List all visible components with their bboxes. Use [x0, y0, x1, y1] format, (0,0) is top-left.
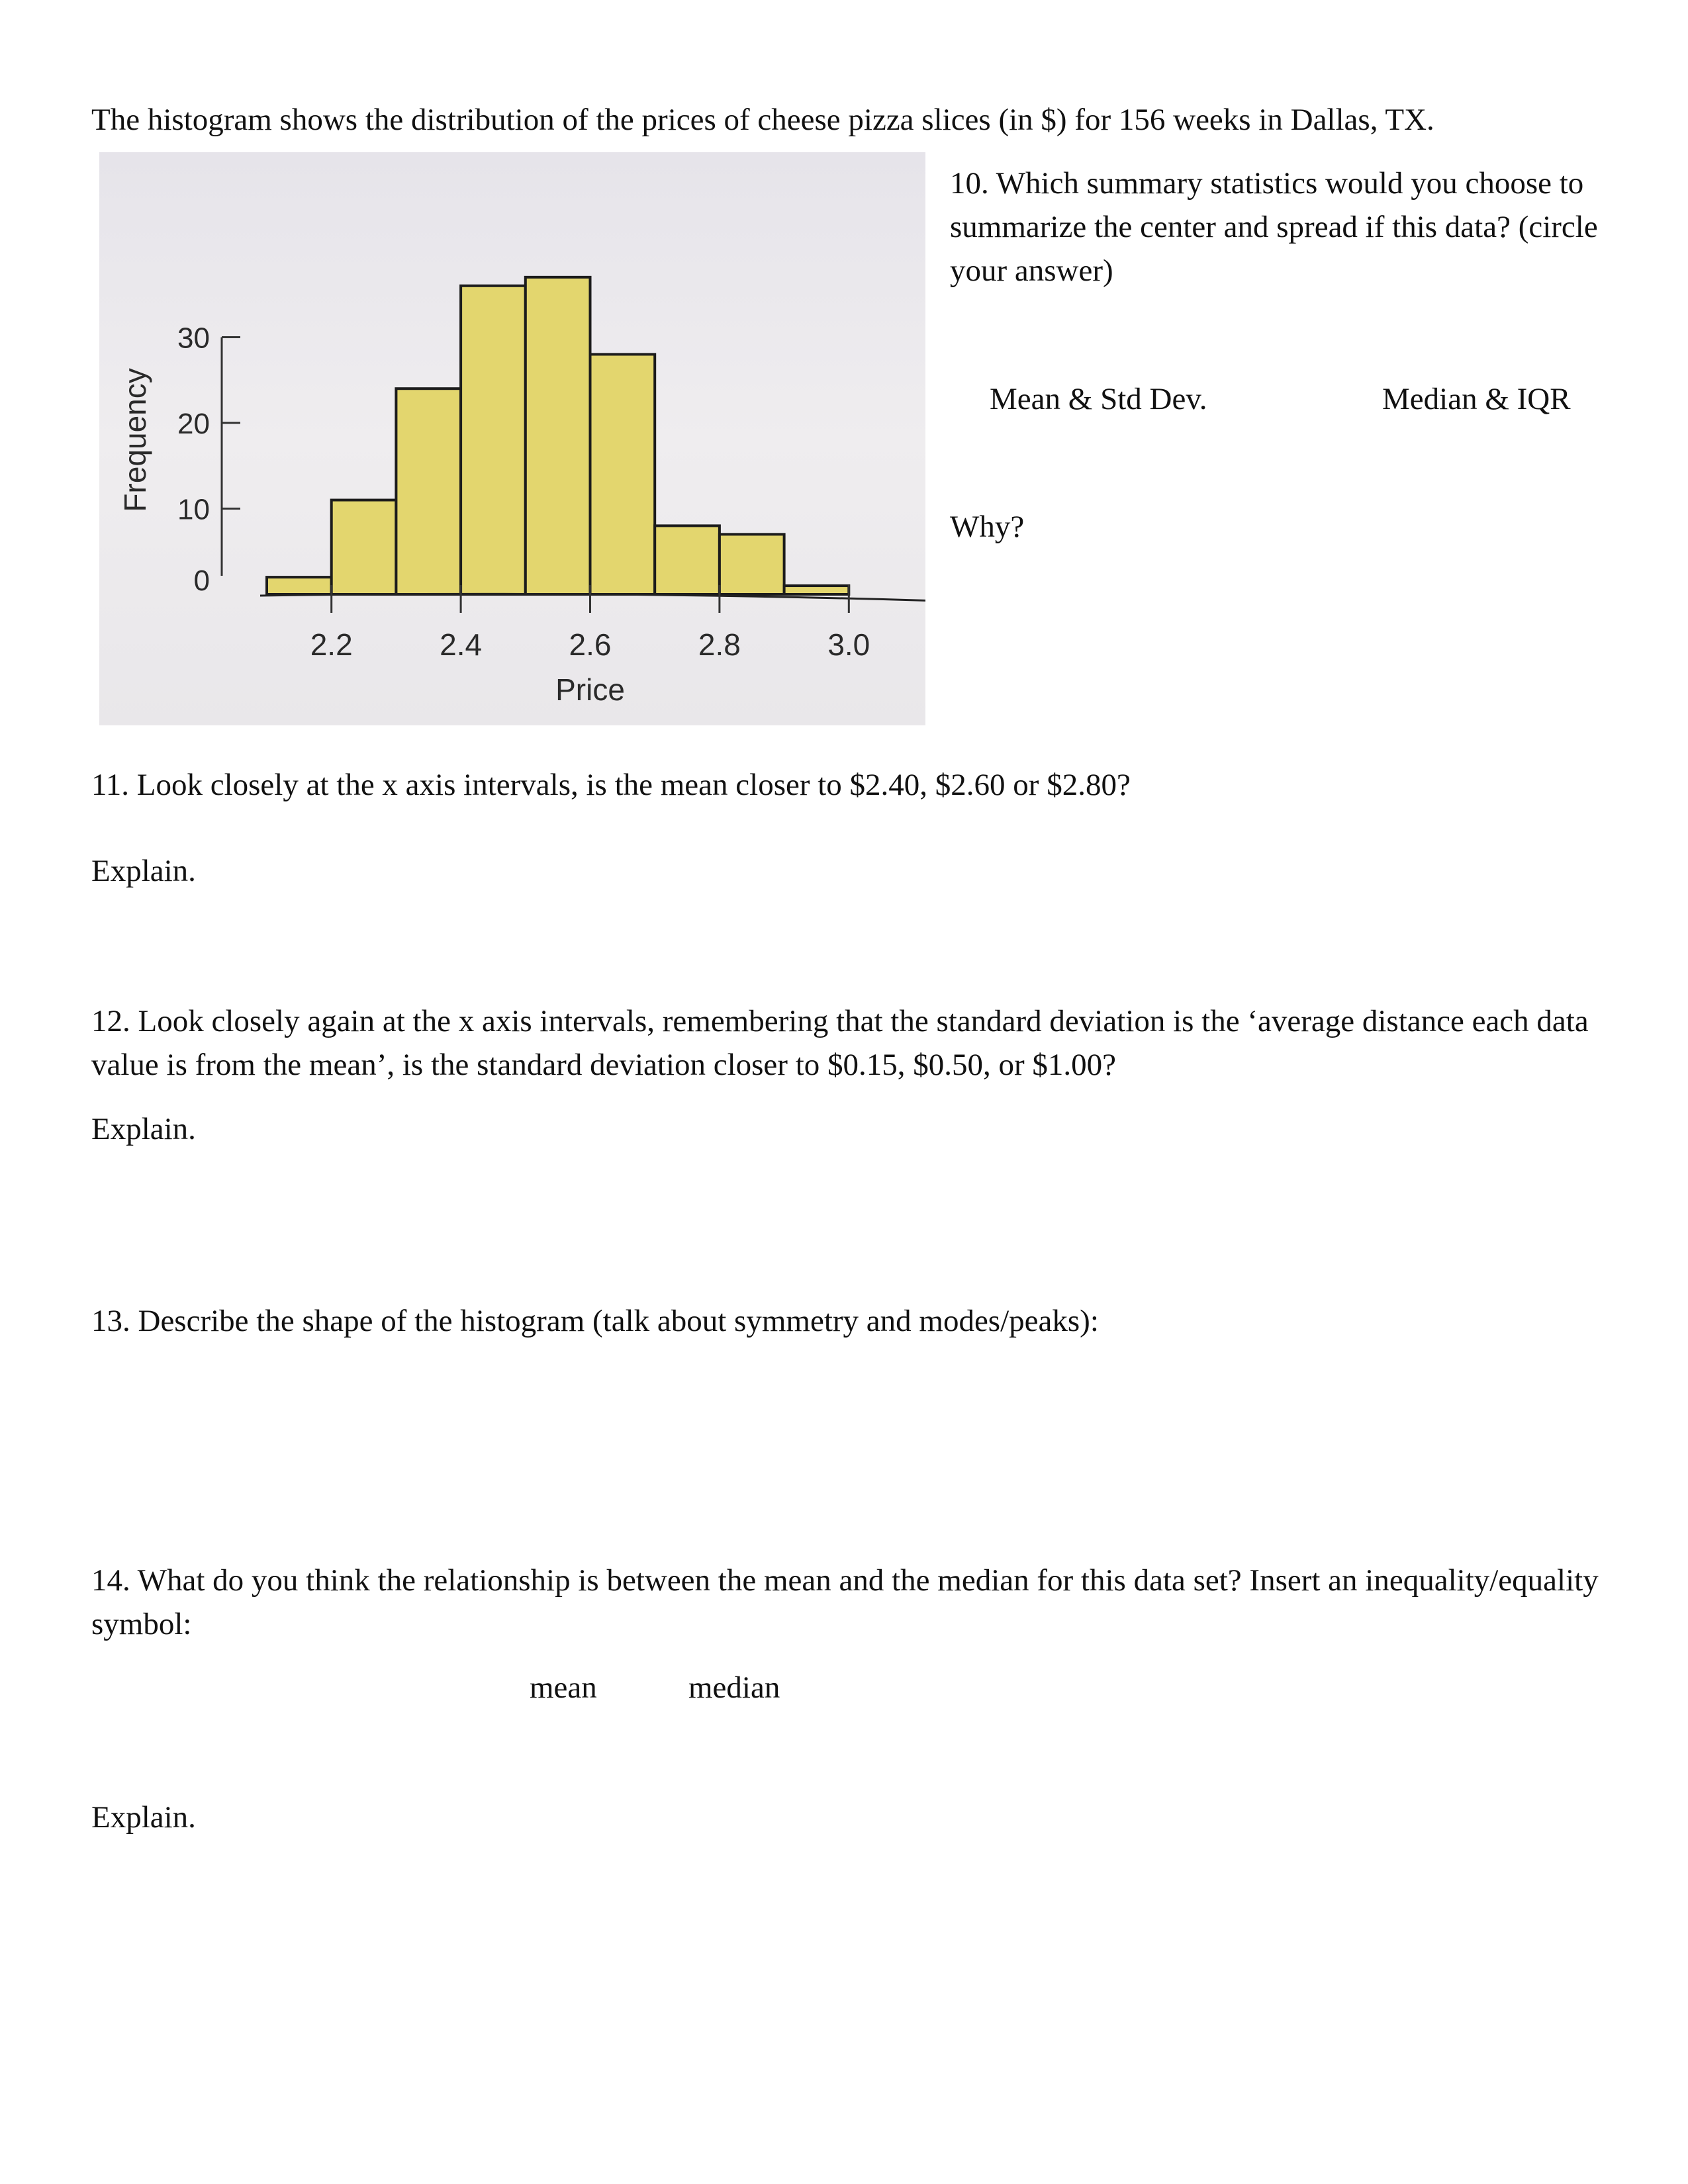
histogram-chart — [99, 152, 925, 725]
histogram-bar — [526, 277, 590, 594]
histogram-bar — [396, 388, 461, 594]
histogram-bar — [332, 500, 397, 594]
y-axis-label: Frequency — [118, 368, 152, 512]
median-label: median — [688, 1670, 780, 1705]
answer-option-median-iqr[interactable]: Median & IQR — [1382, 382, 1571, 416]
y-tick-label: 30 — [177, 322, 210, 355]
question-13: 13. Describe the shape of the histogram (talk about symmetry and modes/peaks): — [91, 1304, 1099, 1338]
x-tick-label: 2.4 — [440, 627, 483, 662]
question-10: 10. Which summary statistics would you choose to summarize the center and spread if this data? (circle your answer) — [950, 166, 1598, 288]
explain-prompt-12: Explain. — [91, 1112, 196, 1146]
x-tick-label: 2.8 — [698, 627, 741, 662]
answer-option-mean-std[interactable]: Mean & Std Dev. — [990, 382, 1207, 416]
intro-text: The histogram shows the distribution of the prices of cheese pizza slices (in $) for 156 weeks in Dallas, TX. — [91, 103, 1434, 137]
y-tick-label: 0 — [193, 565, 210, 597]
explain-prompt-14: Explain. — [91, 1800, 196, 1835]
histogram-bar — [461, 286, 526, 594]
histogram-bar — [720, 534, 784, 594]
histogram-figure — [99, 152, 925, 725]
question-12: 12. Look closely again at the x axis intervals, remembering that the standard deviation is the ‘average distance each data value is from the mean’, is the standard deviation closer to $0.15, $0.50, or $1.00? — [91, 1004, 1589, 1082]
y-tick-label: 10 — [177, 493, 210, 526]
x-tick-label: 3.0 — [827, 627, 870, 662]
histogram-bar — [655, 525, 720, 594]
y-tick-label: 20 — [177, 408, 210, 440]
x-tick-label: 2.2 — [310, 627, 353, 662]
x-axis-label: Price — [555, 672, 625, 707]
why-prompt: Why? — [950, 510, 1025, 544]
question-14: 14. What do you think the relationship is between the mean and the median for this data set? Insert an inequality/equality symbol: — [91, 1563, 1599, 1641]
question-11: 11. Look closely at the x axis intervals, is the mean closer to $2.40, $2.60 or $2.80? — [91, 768, 1131, 802]
histogram-bar — [267, 577, 332, 594]
histogram-bar — [784, 586, 849, 594]
x-tick-label: 2.6 — [569, 627, 612, 662]
explain-prompt-11: Explain. — [91, 854, 196, 888]
mean-label: mean — [530, 1670, 597, 1705]
histogram-bar — [590, 354, 655, 594]
